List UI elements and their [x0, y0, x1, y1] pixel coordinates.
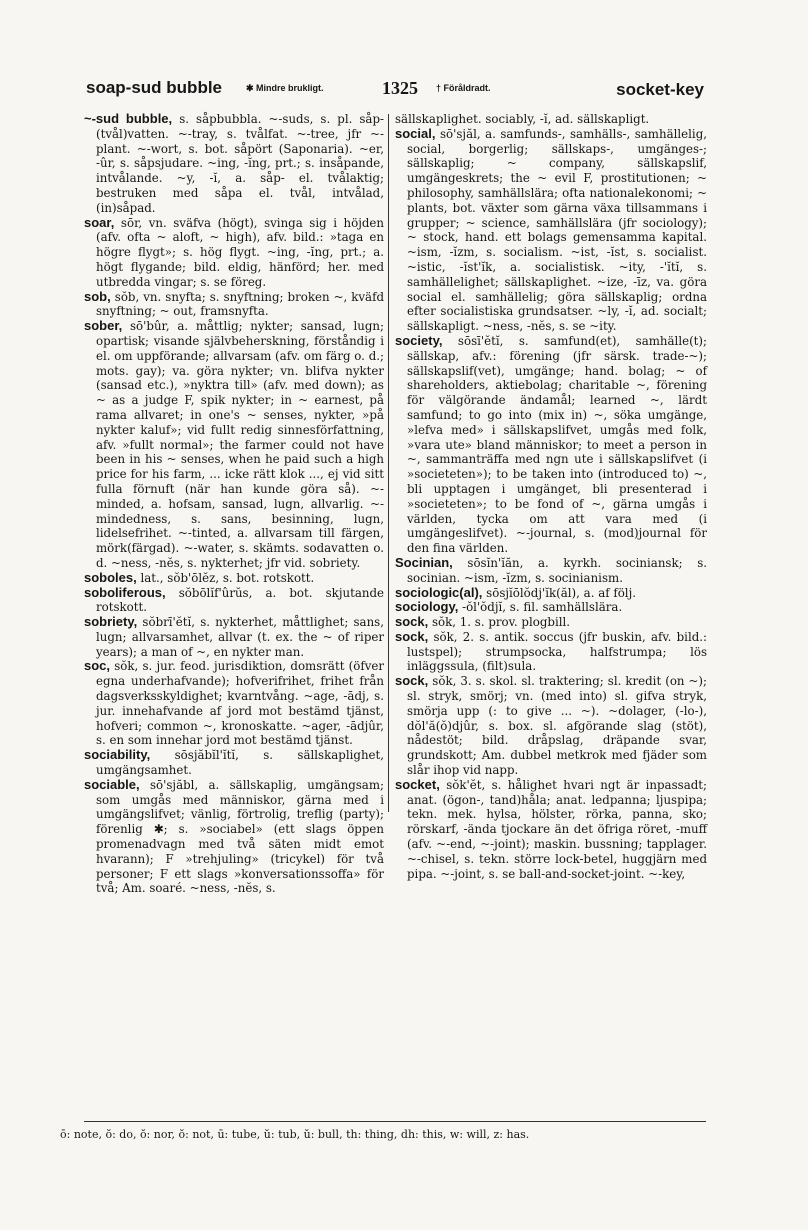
entry-headword: social,	[395, 125, 436, 141]
entry-headword: soc,	[84, 658, 111, 674]
entry-headword: society,	[395, 332, 443, 348]
obsolete-marker-legend: † Föråldradt.	[436, 83, 491, 93]
entry-definition: sŏk, 3. s. skol. sl. traktering; sl. kredit (on ~); sl. stryk, smörj; vn. (med into) sl. gifva stryk, smörja upp (: to give ... ~). ~dolager, (-lo-), dŏl'ă(ŏ)djûr, s. box. sl. afgörande slag (stöt), nådestöt; bild. dråpslag, dräpande svar, grundskott; Am. dubbel metkrok med fjäder som slår ihop vid napp.	[407, 674, 708, 778]
entry-definition: sällskaplighet. sociably, -ĭ, ad. sällskapligt.	[395, 112, 650, 126]
entry-headword: soboliferous,	[84, 584, 166, 600]
left-guide-word: soap-sud bubble	[86, 78, 222, 97]
entry-headword: soar,	[84, 214, 115, 230]
dictionary-entry	[84, 112, 384, 216]
page-header	[86, 78, 704, 108]
dictionary-entry	[395, 778, 707, 882]
dictionary-entry	[395, 615, 707, 630]
dictionary-entry	[84, 571, 384, 586]
entry-definition: sŏbrī'ĕtĭ, s. nykterhet, måttlighet; sans, lugn; allvarsamhet, allvar (t. ex. the ~ of riper years); a man of ~, en nykter man.	[96, 615, 384, 659]
entry-definition: sŏb, vn. snyfta; s. snyftning; broken ~, kväfd snyftning; ~ out, framsnyfta.	[96, 289, 384, 319]
rare-marker-legend: ✱ Mindre brukligt.	[246, 83, 324, 93]
entry-headword: sociability,	[84, 747, 151, 763]
dictionary-entry	[395, 334, 707, 556]
dictionary-entry	[395, 112, 707, 127]
footer-rule	[84, 1121, 706, 1122]
dictionary-entry	[395, 600, 707, 615]
entry-headword: sock,	[395, 614, 429, 630]
dictionary-entry	[84, 659, 384, 748]
entry-headword: sobriety,	[84, 614, 138, 630]
entry-headword: sob,	[84, 288, 111, 304]
dictionary-entry	[84, 615, 384, 659]
entry-definition: sō'sjăl, a. samfunds-, samhälls-, samhällelig, social, borgerlig; sällskaps-, umgänges-; sällskaplig; ~ company, sällskapslif, umgängeskrets; the ~ evil F, prostitutionen; ~ philosophy, samhällslära; ofta nationalekonomi; ~ plants, bot. växter som gärna växa tillsammans i grupper; ~ science, samhällslära (jfr sociology); ~ stock, hand. ett bolags gemensamma kapital. ~ism, -ĭzm, s. socialism. ~ist, -ĭst, s. socialist. ~istic, -ĭst'ĭk, a. socialistisk. ~ity, -'ĭtĭ, s. samhällelighet; sällskaplighet. ~ize, -īz, va. göra social el. samhällelig; göra sällskaplig; ordna efter socialistiska grundsatser. ~ly, -ĭ, ad. socialt; sällskapligt. ~ness, -nĕs, s. se ~ity.	[407, 126, 707, 334]
dictionary-entry	[395, 630, 707, 674]
dictionary-entry	[84, 290, 384, 320]
entry-definition: sōr, vn. sväfva (högt), svinga sig i höjden (afv. ofta ~ aloft, ~ high), afv. bild.: »taga en högre flygt»; s. hög flygt. ~ing, -ĭng, prt.; a. högt flygande; bild. eldig, hänförd; her. med utbredda vingar; s. se föreg.	[96, 215, 385, 289]
entry-definition: s. såpbubbla. ~-suds, s. pl. såp-(tvål)vatten. ~-tray, s. tvålfat. ~-tree, jfr ~-plant. ~-wort, s. bot. såpört (Saponaria). ~er, -ûr, s. såpsjudare. ~ing, -ĭng, prt.; s. insåpande, intvålande. ~y, -ĭ, a. såp- el. tvålaktig; bestruken med såpa el. tvål, intvålad, (in)såpad.	[96, 112, 385, 215]
dictionary-entry	[395, 556, 707, 586]
right-guide-word: socket-key	[616, 80, 704, 99]
dictionary-entry	[84, 216, 384, 290]
pronunciation-key: ō: note, ŏ: do, ŏ: nor, ŏ: not, ū: tube, ŭ: tub, ŭ: bull, th: thing, dh: this, w: will, z: has.	[60, 1128, 530, 1141]
entry-headword: sober,	[84, 318, 123, 334]
entry-definition: sō'bûr, a. måttlig; nykter; sansad, lugn; opartisk; visande självbeherskning, förståndig i el. om uppförande; allvarsam (afv. om färg o. d.; mots. gay); va. göra nykter; vn. blifva nykter (sansad etc.), »nyktra till» (afv. med down); as ~ as a judge F, spik nykter; in ~ earnest, på rama allvaret; in one's ~ senses, nykter, »på nykter kaluf»; vid fullt redig sinnesförfattning, afv. »fullt normal»; the farmer could not have been in his ~ senses, when he paid such a high price for his farm, ... icke rätt klok ..., ej vid sitt fulla förnuft (när han kunde göra så). ~-minded, a. hofsam, sansad, lugn, allvarlig. ~-mindedness, s. sans, besinning, lugn, lidelsefrihet. ~-tinted, a. allvarsam till färgen, mörk(färgad). ~-water, s. skämts. sodavatten o. d. ~ness, -nĕs, s. nykterhet; jfr vid. sobriety.	[96, 319, 385, 570]
dictionary-entry	[395, 127, 707, 334]
entry-headword: sociology,	[395, 599, 459, 615]
dictionary-entry	[84, 748, 384, 778]
entry-definition: sŏk, 2. s. antik. soccus (jfr buskin, afv. bild.: lustspel); strumpsocka, halfstrumpa; lös inläggssula, (filt)sula.	[407, 629, 708, 674]
entry-headword: sociologic(al),	[395, 584, 483, 600]
entry-headword: sock,	[395, 628, 429, 644]
entry-headword: soboles,	[84, 569, 137, 585]
entry-definition: sŏk, s. jur. feod. jurisdiktion, domsrätt (öfver egna underhafvande); hofverifrihet, frihet från dagsverksskyldighet; kvarntvång. ~age, -ādj, s. jur. innehafvande af jord mot bestämd tjänst, hofveri; common ~, kronoskatte. ~ager, -ādjûr, s. en som innehar jord mot bestämd tjänst.	[96, 659, 384, 748]
page-number: 1325	[382, 78, 418, 98]
column-divider	[388, 114, 389, 812]
entry-headword: sock,	[395, 673, 429, 689]
dictionary-entry	[395, 674, 707, 778]
entry-definition: sŏbōlĭf'ûrŭs, a. bot. skjutande rotskott.	[96, 585, 384, 615]
entry-definition: sōsjĭōlŏdj'ĭk(ăl), a. af följ.	[486, 585, 636, 600]
entry-definition: sōsī'ĕtĭ, s. samfund(et), samhälle(t); sällskap, afv.: förening (jfr särsk. trade-~); sällskapslif(vet), umgänge; hand. bolag; ~ of shareholders, aktiebolag; charitable ~, förening för välgörande ändamål; learned ~, lärdt samfund; to go into (mix in) ~, söka umgänge, »lefva med» i sällskapslifvet, umgås med folk, »vara ute» bland människor; to meet a person in ~, sammanträffa med ngn ute i sällskapslifvet (i »societeten»); to be taken into (introduced to) ~, bli upptagen i umgänget, bli presenterad i »societeten»; to be fond of ~, gärna umgås i världen, tycka om att vara med (i umgängeslifvet). ~-journal, s. (mod)journal för den fina världen.	[407, 333, 707, 556]
right-column	[395, 112, 707, 881]
left-column	[84, 112, 384, 896]
entry-headword: socket,	[395, 776, 440, 792]
entry-headword: Socinian,	[395, 554, 453, 570]
entry-headword: sociable,	[84, 776, 140, 792]
entry-definition: sŏk, 1. s. prov. plogbill.	[432, 615, 571, 630]
dictionary-entry	[84, 319, 384, 571]
dictionary-entry	[84, 778, 384, 896]
entry-definition: sōsjăbĭl'ĭtĭ, s. sällskaplighet, umgängsamhet.	[96, 748, 385, 778]
entry-definition: -ŏl'ŏdjĭ, s. fil. samhällslära.	[462, 600, 623, 615]
entry-definition: sŏk'ĕt, s. hålighet hvari ngt är inpassadt; anat. (ögon-, tand)håla; anat. ledpanna; ljuspipa; tekn. mek. hylsa, hölster, rörka, panna, sko; rörskarf, -ända tjockare än det öfriga röret, -muff (afv. ~-end, ~-joint); maskin. bussning; tapplager. ~-chisel, s. tekn. större lock-betel, huggjärn med pipa. ~-joint, s. se ball-and-socket-joint. ~-key,	[407, 777, 707, 881]
entry-definition: lat., sŏb'ōlĕz, s. bot. rotskott.	[140, 570, 315, 585]
dictionary-entry	[84, 586, 384, 616]
entry-definition: sō'sjăbl, a. sällskaplig, umgängsam; som umgås med människor, gärna med i umgängslifvet; vänlig, förtrolig, treflig (party); förenlig ✱; s. »sociabel» (ett slags öppen promenadvagn med två säten midt emot hvarann); F »trehjuling» (tricykel) för två personer; F ett slags »konversationssoffa» för två; Am. soaré. ~ness, -nĕs, s.	[96, 777, 384, 896]
entry-definition: sōsĭn'ĭăn, a. kyrkh. sociniansk; s. socinian. ~ism, -ĭzm, s. socinianism.	[407, 555, 707, 585]
dictionary-entry	[395, 586, 707, 601]
entry-headword: ~-sud bubble,	[84, 111, 173, 126]
